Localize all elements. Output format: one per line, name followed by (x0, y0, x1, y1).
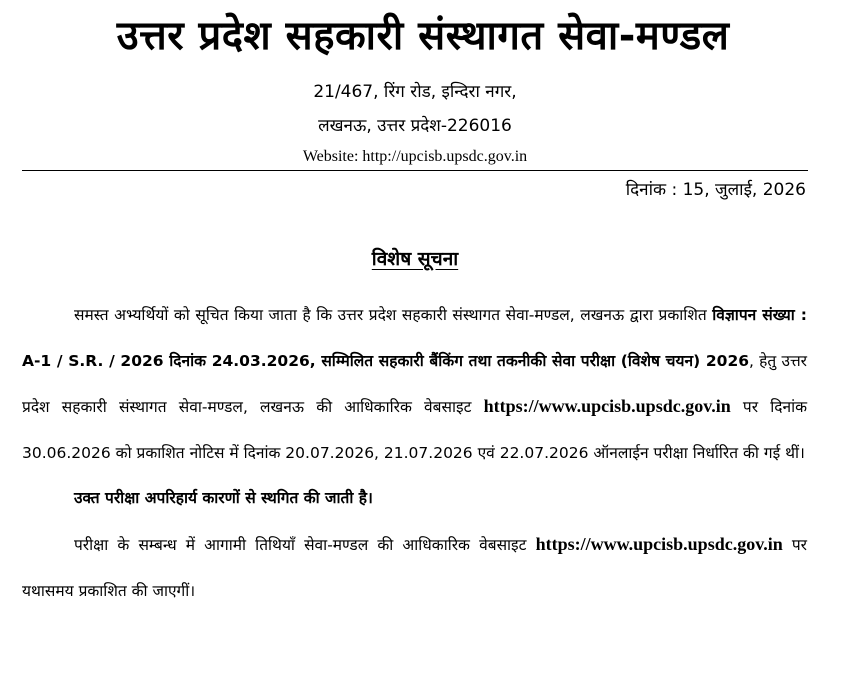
paragraph-3-rest: पर यथासमय प्रकाशित की जाएगीं। (22, 535, 807, 600)
notice-body (22, 293, 807, 614)
address-line-1: 21/467, रिंग रोड, इन्दिरा नगर, (313, 82, 517, 102)
website-line: Website: http://upcisb.upsdc.gov.in (302, 148, 528, 165)
paragraph-1-middle: , हेतु उत्तर प्रदेश सहकारी संस्थागत सेवा-मण्डल, लखनऊ की आधिकारिक वेबसाइट (22, 351, 807, 417)
paragraph-3-intro: परीक्षा के सम्बन्ध में आगामी तिथियाँ सेवा-मण्डल की आधिकारिक वेबसाइट (74, 535, 536, 554)
organization-title: उत्तर प्रदेश सहकारी संस्थागत सेवा-मण्डल (116, 13, 730, 59)
paragraph-3 (22, 522, 807, 614)
notice-heading-text: विशेष सूचना (371, 248, 459, 270)
website-link-2[interactable]: https://www.upcisb.upsdc.gov.in (535, 533, 783, 554)
advertisement-reference: विज्ञापन संख्या : A-1 / S.R. / 2026 दिनांक 24.03.2026, सम्मिलित सहकारी बैंकिंग तथा तकनीकी सेवा परीक्षा (विशेष चयन) 2026 (22, 306, 807, 370)
website-link-1[interactable]: https://www.upcisb.upsdc.gov.in (483, 396, 731, 417)
paragraph-1-intro: समस्त अभ्यर्थियों को सूचित किया जाता है कि उत्तर प्रदेश सहकारी संस्थागत सेवा-मण्डल, लखनऊ द्वारा प्रकाशित (74, 306, 713, 324)
paragraph-2-postponed: उक्त परीक्षा अपरिहार्य कारणों से स्थगित की जाती है। (74, 489, 373, 508)
notice-date: दिनांक : 15, जुलाई, 2026 (625, 180, 806, 200)
address-line-2: लखनऊ, उत्तर प्रदेश-226016 (318, 116, 512, 136)
notice-heading (0, 244, 830, 274)
paragraph-1 (22, 293, 807, 476)
header-divider (22, 170, 808, 171)
paragraph-1-rest: पर दिनांक 30.06.2026 को प्रकाशित नोटिस में दिनांक 20.07.2026, 21.07.2026 एवं 22.07.2026 ऑनलाईन परीक्षा निर्धारित की गई थीं। (22, 398, 807, 462)
